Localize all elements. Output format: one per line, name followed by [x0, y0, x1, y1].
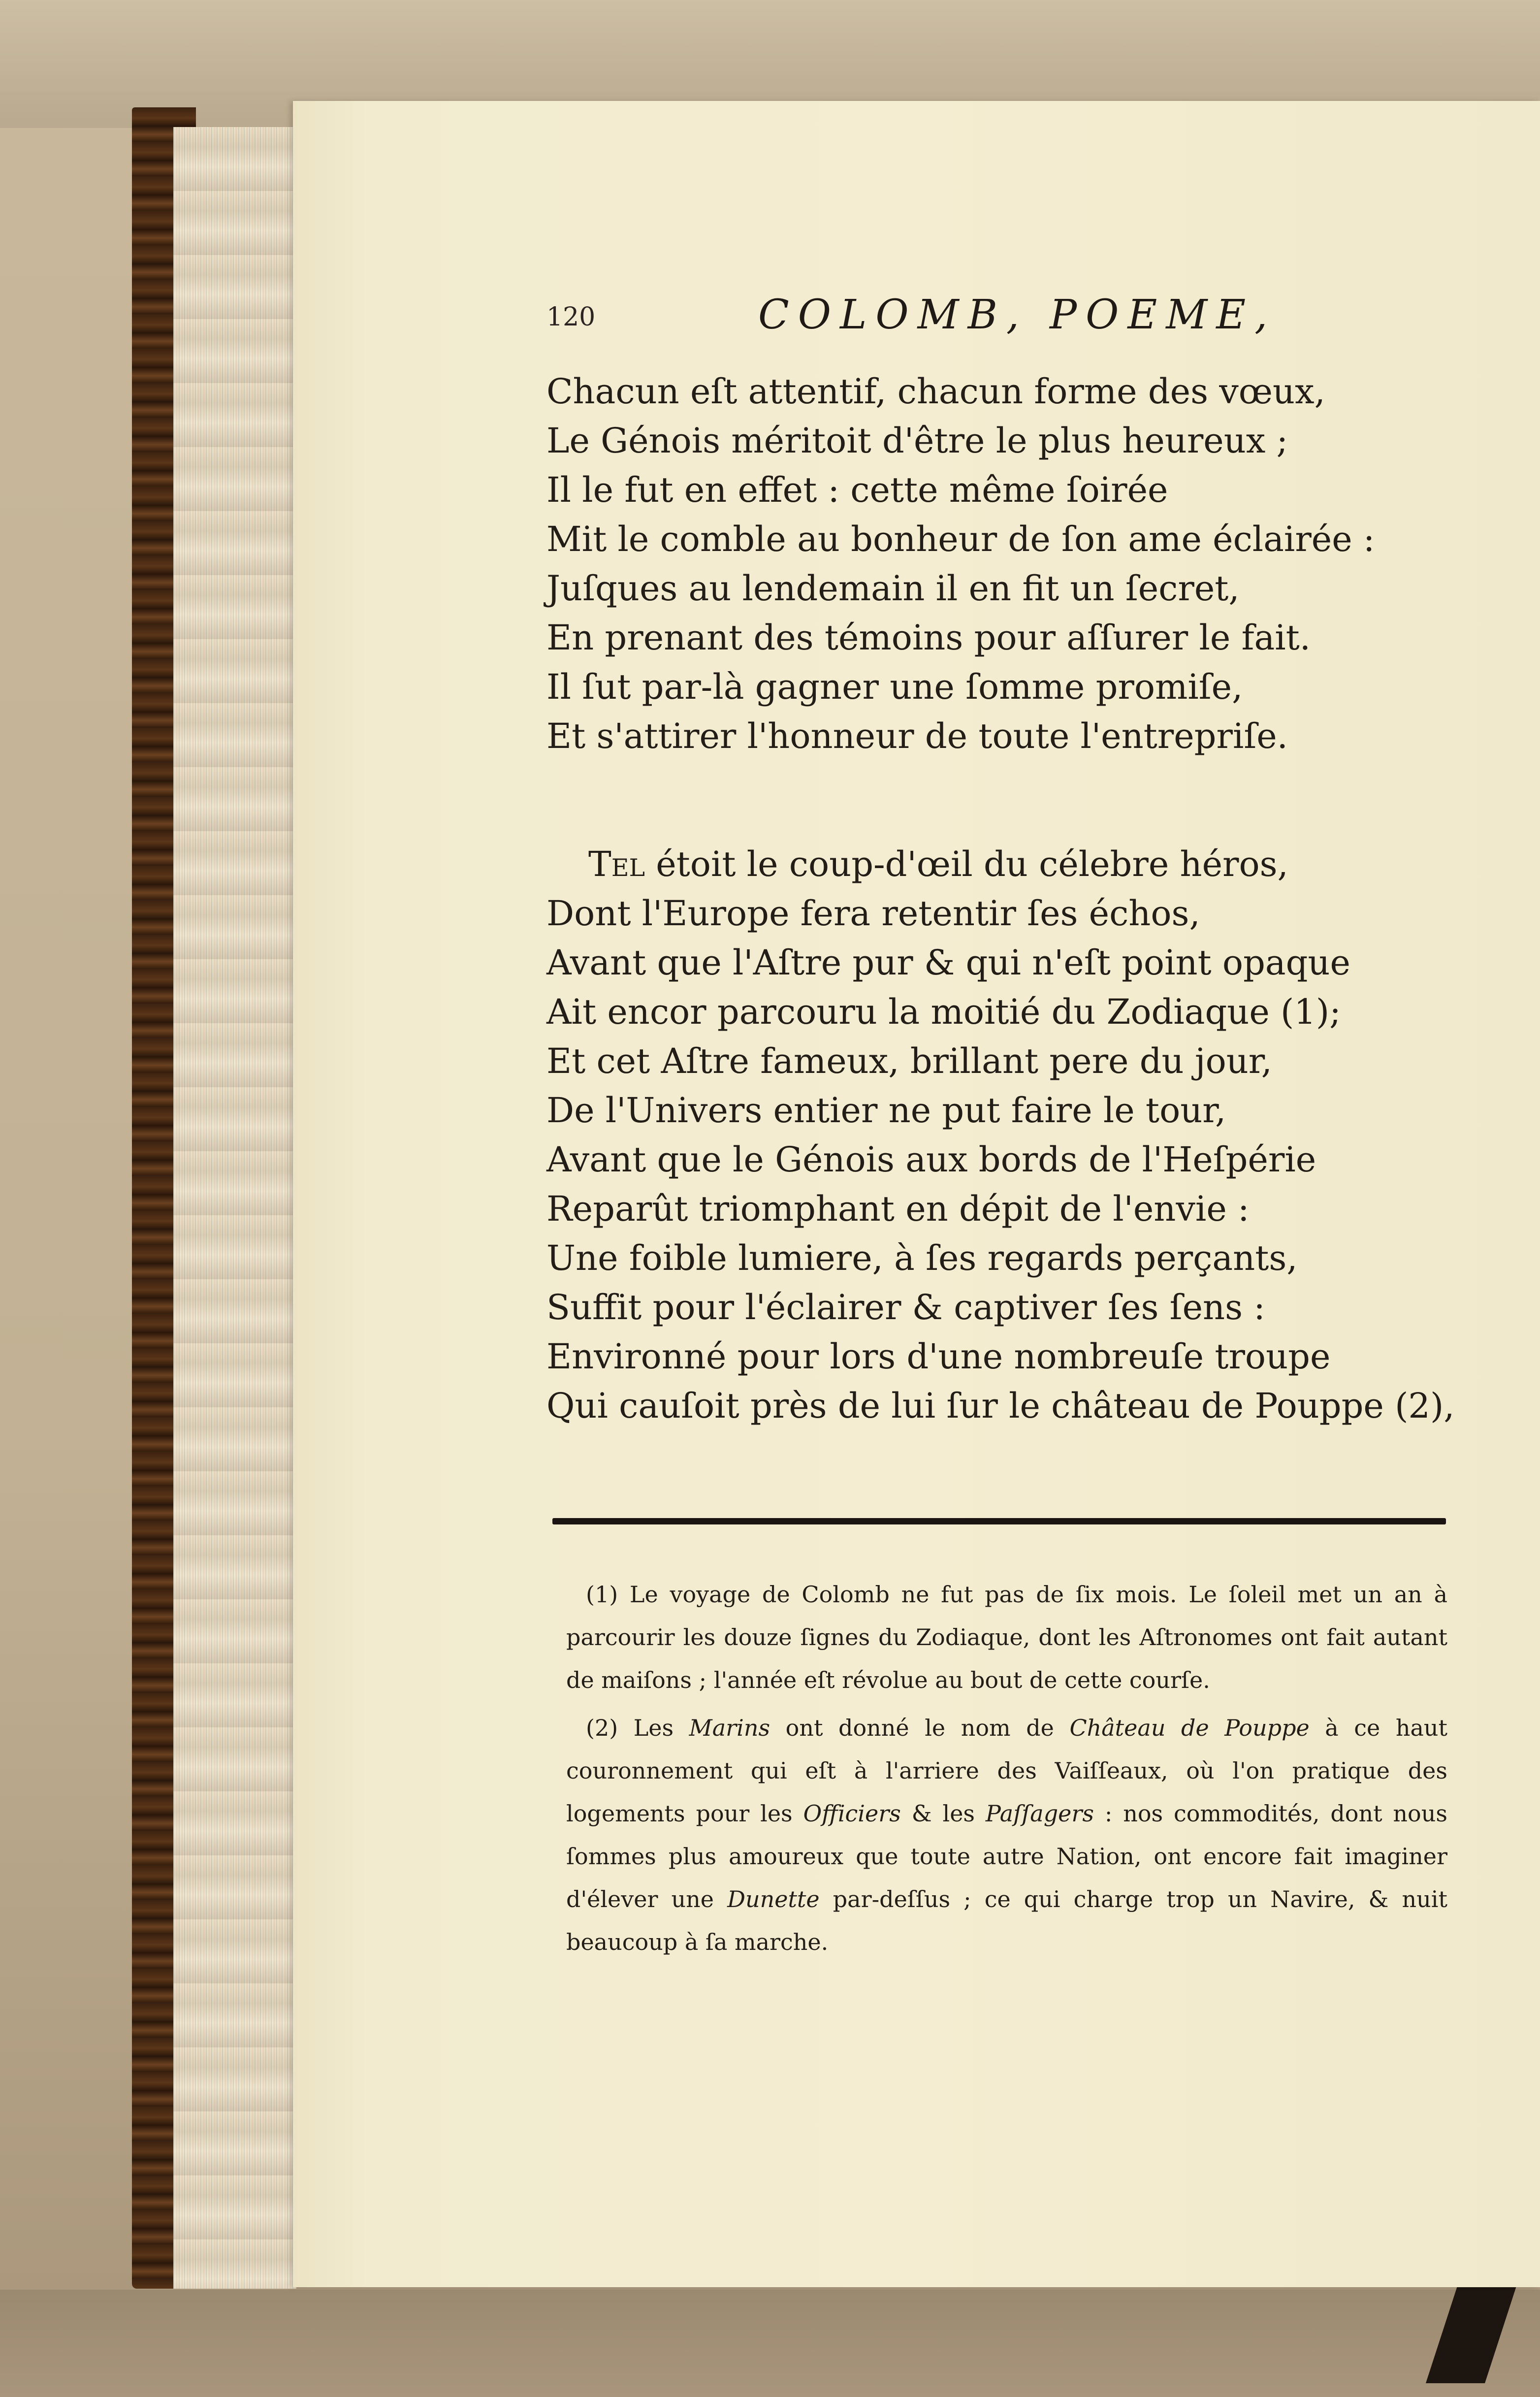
- verse-line-first: [546, 840, 1455, 889]
- verse-line: Il le fut en effet : cette même ſoirée: [546, 470, 1168, 510]
- page-edges: [173, 127, 296, 2289]
- verse-line: En prenant des témoins pour aſſurer le fait.: [546, 617, 1311, 658]
- page-header: [546, 292, 1482, 336]
- verse-line: Et cet Aſtre fameux, brillant pere du jour,: [546, 1041, 1272, 1081]
- background-bottom: [0, 2290, 1540, 2397]
- verse-line: Avant que le Génois aux bords de l'Heſpérie: [546, 1139, 1316, 1180]
- footnote-text: ont donné le nom de: [770, 1715, 1070, 1741]
- footnotes: [566, 1573, 1447, 1969]
- verse-line: Reparût triomphant en dépit de l'envie :: [546, 1189, 1250, 1229]
- footnote-italic: Château de Pouppe: [1069, 1715, 1310, 1741]
- verse-line: Qui cauſoit près de lui ſur le château de Pouppe (2),: [546, 1386, 1455, 1426]
- footnote-text: & les: [900, 1800, 986, 1827]
- footnote-1: (1) Le voyage de Colomb ne fut pas de ſix mois. Le ſoleil met un an à parcourir les douze ſignes du Zodiaque, dont les Aſtronomes ont fait autant de maiſons ; l'année eſt révolue au bout de cette courſe.: [566, 1581, 1447, 1693]
- footnote-italic: Officiers: [803, 1800, 901, 1827]
- footnote-2: [566, 1707, 1447, 1964]
- verse-line-rest: étoit le coup-d'œil du célebre héros,: [645, 844, 1288, 884]
- footnote-italic: Marins: [689, 1715, 770, 1741]
- verse-line: Une foible lumiere, à ſes regards perçants,: [546, 1238, 1298, 1278]
- verse-line: Mit le comble au bonheur de ſon ame éclairée :: [546, 519, 1375, 559]
- verse-line: Le Génois méritoit d'être le plus heureux ;: [546, 421, 1288, 461]
- footnote-rule: [552, 1518, 1446, 1524]
- verse-line: De l'Univers entier ne put faire le tour,: [546, 1090, 1226, 1131]
- footnote-text: à ce haut couronnement qui eſt à l'arriere des Vaiſſeaux, où l'on pratique des logements pour les: [566, 1715, 1447, 1827]
- verse-line: Dont l'Europe fera retentir ſes échos,: [546, 893, 1200, 934]
- footnote-text: : nos commodités, dont nous ſommes plus amoureux que toute autre Nation, ont encore fait imaginer d'élever une: [566, 1800, 1447, 1912]
- verse-line: Chacun eſt attentif, chacun forme des vœux,: [546, 371, 1325, 412]
- stanza-2: [546, 840, 1455, 1430]
- stanza-lead-word: Tel: [588, 844, 645, 884]
- verse-line: Juſques au lendemain il en fit un ſecret,: [546, 568, 1240, 609]
- verse-line: Environné pour lors d'une nombreuſe troupe: [546, 1336, 1331, 1377]
- footnote-text: par-deſſus ; ce qui charge trop un Navire, & nuit beaucoup à ſa marche.: [566, 1886, 1447, 1955]
- footnote-italic: Paſſagers: [985, 1800, 1094, 1827]
- stanza-1: [546, 367, 1375, 761]
- verse-line: Ait encor parcouru la moitié du Zodiaque (1);: [546, 992, 1341, 1032]
- verse-line: Il ſut par-là gagner une ſomme promiſe,: [546, 667, 1243, 707]
- verse-line: Suffit pour l'éclairer & captiver ſes ſens :: [546, 1287, 1265, 1328]
- footnote-italic: Dunette: [727, 1886, 820, 1912]
- running-title: COLOMB, POEME,: [758, 292, 1277, 338]
- page-number: 120: [546, 302, 596, 332]
- verse-line: Et s'attirer l'honneur de toute l'entrepriſe.: [546, 716, 1288, 756]
- verse-line: Avant que l'Aſtre pur & qui n'eſt point opaque: [546, 942, 1350, 983]
- footnote-text: (2) Les: [586, 1715, 689, 1741]
